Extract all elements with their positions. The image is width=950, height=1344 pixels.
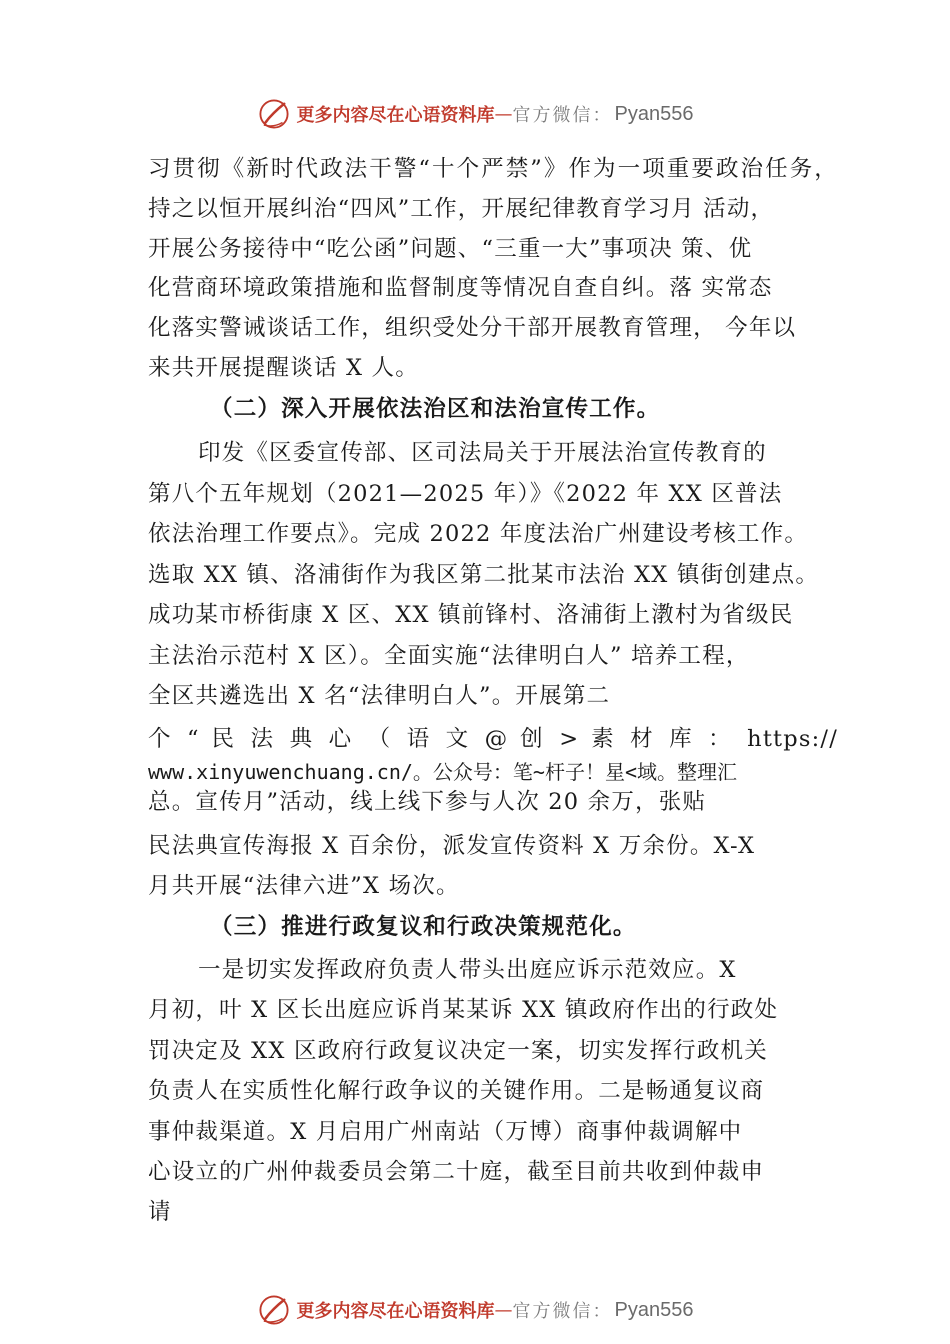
footer-banner xyxy=(0,1290,950,1330)
section-heading: （二）深入开展依法治区和法治宣传工作。 xyxy=(210,396,661,422)
banner-library-name: 更多内容尽在心语资料库 xyxy=(296,105,495,126)
body-line: 个 “ 民 法 典 心 （ 语 文 @ 创 > 素 材 库 ： https:// xyxy=(148,726,838,752)
body-line: 罚决定及 XX 区政府行政复议决定一案，切实发挥行政机关 xyxy=(148,1038,768,1064)
body-line: 负责人在实质性化解行政争议的关键作用。二是畅通复议商 xyxy=(148,1078,765,1104)
body-line: 开展公务接待中“吃公函”问题、“三重一大”事项决 策、优 xyxy=(148,236,753,262)
banner-dash: — xyxy=(494,1299,513,1321)
body-line: 一是切实发挥政府负责人带头出庭应诉示范效应。X xyxy=(198,957,737,983)
body-line: www.xinyuwenchuang.cn/。公众号：笔~杆子！星<域。整理汇 xyxy=(148,760,737,784)
body-line: 心设立的广州仲裁委员会第二十庭，截至目前共收到仲裁申 xyxy=(148,1159,765,1185)
banner-wechat-label: 官方微信： xyxy=(512,1301,613,1322)
body-line: 化落实警诫谈话工作，组织受处分干部开展教育管理， 今年以 xyxy=(148,315,797,341)
body-line: 选取 XX 镇、洛浦街作为我区第二批某市法治 XX 镇街创建点。 xyxy=(148,562,820,588)
section-heading: （三）推进行政复议和行政决策规范化。 xyxy=(210,914,637,940)
body-line: 总。宣传月”活动，线上线下参与人次 20 余万，张贴 xyxy=(148,789,707,815)
banner-wechat-id: Pyan556 xyxy=(614,1298,694,1321)
header-banner xyxy=(0,94,950,134)
body-line: 月初，叶 X 区长出庭应诉肖某某诉 XX 镇政府作出的行政处 xyxy=(148,997,779,1023)
banner-dash: — xyxy=(494,103,513,125)
body-line: 成功某市桥街康 X 区、XX 镇前锋村、洛浦街上漖村为省级民 xyxy=(148,602,794,628)
body-line: 主法治示范村 X 区）。全面实施“法律明白人” 培养工程， xyxy=(148,643,750,669)
body-line: 印发《区委宣传部、区司法局关于开展法治宣传教育的 xyxy=(198,440,767,466)
body-line: 来共开展提醒谈话 X 人。 xyxy=(148,355,419,381)
body-line: 民法典宣传海报 X 百余份，派发宣传资料 X 万余份。X-X xyxy=(148,833,756,859)
body-line: 请 xyxy=(148,1199,172,1225)
body-line: 全区共遴选出 X 名“法律明白人”。开展第二 xyxy=(148,683,611,709)
body-line: 化营商环境政策措施和监督制度等情况自查自纠。落 实常态 xyxy=(148,275,773,301)
banner-wechat-label: 官方微信： xyxy=(512,105,613,126)
banner-library-name: 更多内容尽在心语资料库 xyxy=(296,1301,495,1322)
pen-logo-icon xyxy=(257,1293,291,1327)
body-line: 依法治理工作要点》。完成 2022 年度法治广州建设考核工作。 xyxy=(148,521,809,547)
body-line: 持之以恒开展纠治“四风”工作，开展纪律教育学习月 活动， xyxy=(148,196,775,222)
body-line: 习贯彻《新时代政法干警“十个严禁”》作为一项重要政治任务， xyxy=(148,156,838,182)
body-line: 月共开展“法律六进”X 场次。 xyxy=(148,873,460,899)
pen-logo-icon xyxy=(257,97,291,131)
banner-wechat-id: Pyan556 xyxy=(614,102,694,125)
body-line: 事仲裁渠道。X 月启用广州南站（万博）商事仲裁调解中 xyxy=(148,1119,743,1145)
body-line: 第八个五年规划（2021—2025 年）》《2022 年 XX 区普法 xyxy=(148,481,783,507)
